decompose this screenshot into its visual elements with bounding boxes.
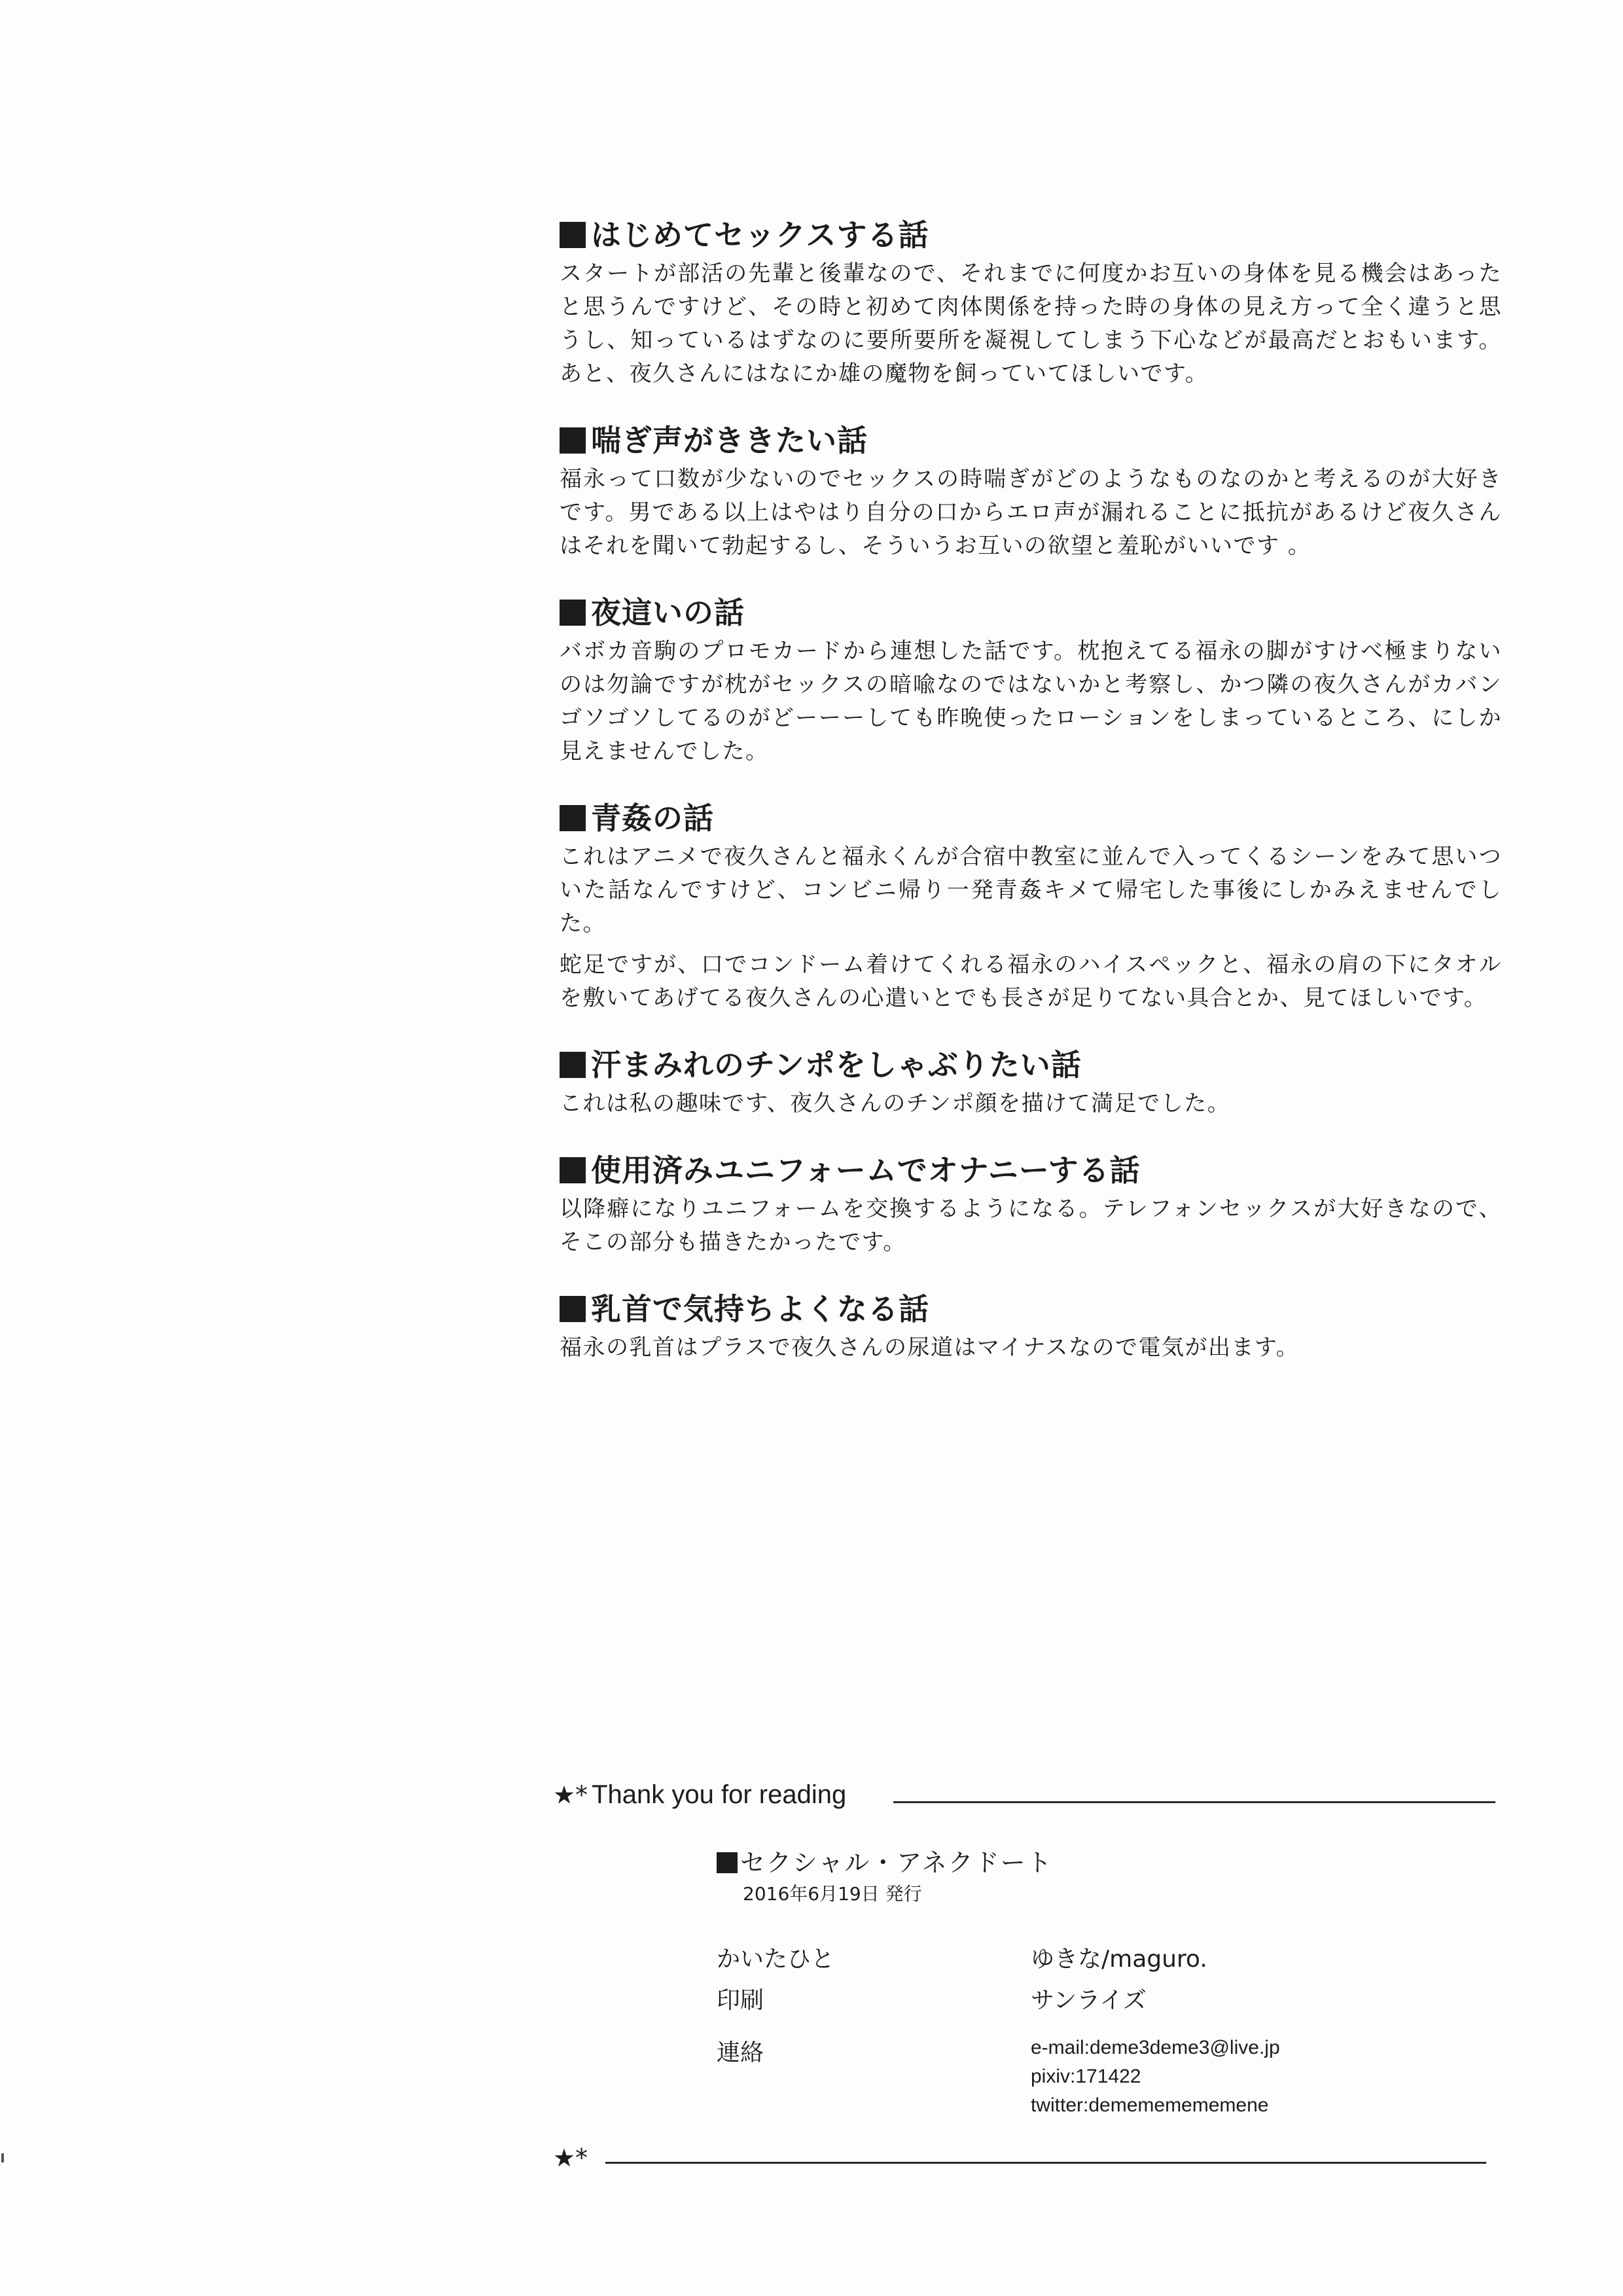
square-bullet-icon <box>560 1052 586 1078</box>
square-bullet-icon <box>717 1852 738 1873</box>
section-paragraph: 福永の乳首はプラスで夜久さんの尿道はマイナスなので電気が出ます。 <box>560 1335 1300 1361</box>
page-edge-mark <box>1 2153 4 2162</box>
star-icon: ★* <box>553 1780 588 1810</box>
contact-pixiv: pixiv:171422 <box>1031 2066 1141 2087</box>
section-paragraph: スタートが部活の先輩と後輩なので、それまでに何度かお互いの身体を見る機会はあったと思うんですけど、その時と初めて肉体関係を持った時の身体の見え方って全く違うと思うし、知っているはずなのに要所要所を凝視してしまう下心などが最高だとおもいます。あと、夜久さんにはなにか雄の魔物を飼っていてほしいです。 <box>560 260 1502 387</box>
section-heading <box>560 1043 1502 1087</box>
contact-twitter: twitter:demememememene <box>1031 2094 1269 2116</box>
section-heading-text: 汗まみれのチンポをしゃぶりたい話 <box>591 1047 1082 1083</box>
section-heading-text: 喘ぎ声がききたい話 <box>591 423 868 458</box>
section-paragraph: これはアニメで夜久さんと福永くんが合宿中教室に並んで入ってくるシーンをみて思いついた話なんですけど、コンビニ帰り一発青姦キメて帰宅した事後にしかみえませんでした。 <box>560 844 1502 937</box>
section-heading <box>560 213 1502 257</box>
section-paragraph: これは私の趣味です、夜久さんのチンポ顔を描けて満足でした。 <box>560 1090 1231 1117</box>
note-section-uniform <box>560 1148 1502 1259</box>
divider-line <box>893 1801 1495 1803</box>
thanks-row <box>553 1780 1495 1826</box>
contact-label: 連絡 <box>717 2039 764 2066</box>
section-paragraph: 福永って口数が少ないのでセックスの時喘ぎがどのようなものなのかと考えるのが大好きです。男である以上はやはり自分の口からエロ声が漏れることに抵抗があるけど夜久さんはそれを聞いて勃起するし、そういうお互いの欲望と羞恥がいいです 。 <box>560 466 1502 559</box>
thanks-text: Thank you for reading <box>592 1780 847 1809</box>
section-heading-text: 青姦の話 <box>591 800 714 836</box>
square-bullet-icon <box>560 222 586 248</box>
section-heading <box>560 796 1502 840</box>
section-paragraph: 蛇足ですが、口でコンドーム着けてくれる福永のハイスペックと、福永の肩の下にタオルを敷いてあげてる夜久さんの心遣いとでも長さが足りてない具合とか、見てほしいです。 <box>560 952 1502 1011</box>
square-bullet-icon <box>560 600 586 626</box>
printer-value: サンライズ <box>1031 1987 1147 2014</box>
star-icon: ★* <box>553 2144 588 2172</box>
square-bullet-icon <box>560 427 586 454</box>
colophon <box>553 1780 1495 2172</box>
square-bullet-icon <box>560 805 586 831</box>
divider-line <box>605 2162 1486 2164</box>
note-section-night-visit <box>560 590 1502 768</box>
section-heading-text: 夜這いの話 <box>591 595 745 630</box>
note-section-outdoor <box>560 796 1502 1015</box>
afterword-notes <box>560 213 1502 1392</box>
section-heading <box>560 418 1502 463</box>
note-section-nipple <box>560 1287 1502 1365</box>
publication-date: 2016年6月19日 発行 <box>743 1883 922 1905</box>
note-section-first-sex <box>560 213 1502 391</box>
section-heading-text: 使用済みユニフォームでオナニーする話 <box>591 1153 1141 1188</box>
book-title <box>717 1842 1053 1878</box>
section-heading <box>560 1148 1502 1193</box>
author-label: かいたひと <box>717 1946 835 1973</box>
section-heading <box>560 1287 1502 1331</box>
closing-row <box>553 2144 1495 2189</box>
square-bullet-icon <box>560 1296 586 1322</box>
section-paragraph: 以降癖になりユニフォームを交換するようになる。テレフォンセックスが大好きなので、そこの部分も描きたかったです。 <box>560 1196 1502 1255</box>
square-bullet-icon <box>560 1157 586 1183</box>
section-heading-text: はじめてセックスする話 <box>591 217 929 253</box>
author-value: ゆきな/maguro. <box>1031 1946 1207 1973</box>
printer-label: 印刷 <box>717 1987 764 2014</box>
note-section-sweat <box>560 1043 1502 1121</box>
note-section-moaning-voice <box>560 418 1502 563</box>
section-paragraph: バボカ音駒のプロモカードから連想した話です。枕抱えてる福永の脚がすけべ極まりないのは勿論ですが枕がセックスの暗喩なのではないかと考察し、かつ隣の夜久さんがカバンゴソゴソしてるのがどーーーしても昨晩使ったローションをしまっているところ、にしか見えませんでした。 <box>560 638 1502 764</box>
contact-email: e-mail:deme3deme3@live.jp <box>1031 2037 1280 2058</box>
book-title-text: セクシャル・アネクドート <box>740 1848 1053 1877</box>
section-heading <box>560 590 1502 635</box>
section-heading-text: 乳首で気持ちよくなる話 <box>591 1291 929 1327</box>
